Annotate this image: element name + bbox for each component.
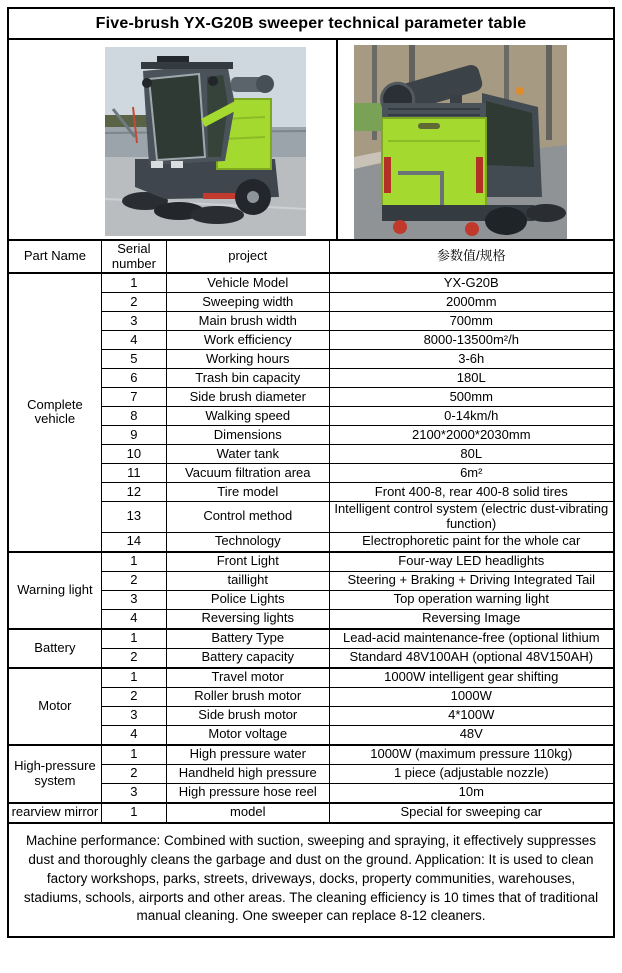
value-cell: Reversing Image bbox=[329, 609, 614, 629]
serial-cell: 12 bbox=[101, 483, 166, 502]
part-name-cell: Motor bbox=[8, 668, 101, 745]
value-cell: 0-14km/h bbox=[329, 407, 614, 426]
windshield bbox=[149, 74, 205, 160]
project-cell: Travel motor bbox=[167, 668, 330, 688]
beacon-light bbox=[516, 87, 524, 95]
serial-cell: 10 bbox=[101, 445, 166, 464]
project-cell: Police Lights bbox=[167, 590, 330, 609]
table-row bbox=[8, 668, 614, 688]
serial-cell: 7 bbox=[101, 388, 166, 407]
project-cell: High pressure water bbox=[167, 745, 330, 765]
project-cell: Sweeping width bbox=[167, 293, 330, 312]
table-row bbox=[8, 803, 614, 823]
value-cell: 6m² bbox=[329, 464, 614, 483]
headlight bbox=[151, 161, 163, 168]
value-cell: 10m bbox=[329, 783, 614, 803]
col-header-parameter-value: 参数值/规格 bbox=[329, 240, 614, 273]
value-cell: 700mm bbox=[329, 312, 614, 331]
project-cell: Technology bbox=[167, 532, 330, 552]
value-cell: 8000-13500m²/h bbox=[329, 331, 614, 350]
serial-cell: 5 bbox=[101, 350, 166, 369]
caster-wheel bbox=[393, 220, 407, 234]
project-cell: Battery Type bbox=[167, 629, 330, 649]
sweeper-rear-photo bbox=[354, 45, 567, 239]
value-cell: 2000mm bbox=[329, 293, 614, 312]
serial-cell: 13 bbox=[101, 502, 166, 533]
tail-light bbox=[384, 157, 391, 193]
value-cell: 500mm bbox=[329, 388, 614, 407]
serial-cell: 4 bbox=[101, 725, 166, 745]
serial-cell: 2 bbox=[101, 648, 166, 668]
project-cell: Work efficiency bbox=[167, 331, 330, 350]
value-cell: 48V bbox=[329, 725, 614, 745]
photos-row bbox=[7, 38, 615, 241]
serial-cell: 9 bbox=[101, 426, 166, 445]
project-cell: Side brush motor bbox=[167, 706, 330, 725]
value-cell: 4*100W bbox=[329, 706, 614, 725]
serial-cell: 3 bbox=[101, 312, 166, 331]
value-cell: Four-way LED headlights bbox=[329, 552, 614, 572]
serial-cell: 1 bbox=[101, 668, 166, 688]
project-cell: model bbox=[167, 803, 330, 823]
value-cell: 1000W (maximum pressure 110kg) bbox=[329, 745, 614, 765]
value-cell: Steering + Braking + Driving Integrated Tail bbox=[329, 571, 614, 590]
serial-cell: 6 bbox=[101, 369, 166, 388]
serial-cell: 4 bbox=[101, 609, 166, 629]
value-cell: Standard 48V100AH (optional 48V150AH) bbox=[329, 648, 614, 668]
project-cell: Motor voltage bbox=[167, 725, 330, 745]
value-cell: 3-6h bbox=[329, 350, 614, 369]
project-cell: Trash bin capacity bbox=[167, 369, 330, 388]
side-brush bbox=[526, 204, 566, 222]
project-cell: Battery capacity bbox=[167, 648, 330, 668]
serial-cell: 8 bbox=[101, 407, 166, 426]
rearview-mirror-icon bbox=[142, 78, 152, 88]
value-cell: 1 piece (adjustable nozzle) bbox=[329, 764, 614, 783]
photo-cell-right bbox=[338, 40, 613, 239]
sweeper-front-side-photo bbox=[105, 47, 306, 236]
part-name-cell: High-pressure system bbox=[8, 745, 101, 803]
value-cell: 180L bbox=[329, 369, 614, 388]
parameter-table bbox=[7, 239, 615, 824]
rear-wheel bbox=[485, 207, 527, 235]
serial-cell: 2 bbox=[101, 687, 166, 706]
serial-cell: 3 bbox=[101, 783, 166, 803]
project-cell: Handheld high pressure bbox=[167, 764, 330, 783]
table-row bbox=[8, 745, 614, 765]
photo-cell-left bbox=[9, 40, 338, 239]
roof bbox=[141, 62, 233, 69]
table-header-row bbox=[8, 240, 614, 273]
machine-performance-note: Machine performance: Combined with suction, sweeping and spraying, it effectively suppresses dust and thoroughly cleans the garbage and dust on the ground. Application: It is used to clean factory workshops, parks, streets, driveways, docks, property communities, warehouses, stadiums, schools, airports and other areas. The cleaning efficiency is 10 times that of traditional manual cleaning. One sweeper can replace 8-12 cleaners. bbox=[7, 822, 615, 938]
col-header-part-name: Part Name bbox=[8, 240, 101, 273]
page-title: Five-brush YX-G20B sweeper technical parameter table bbox=[7, 7, 615, 40]
serial-cell: 4 bbox=[101, 331, 166, 350]
parameter-sheet bbox=[7, 7, 615, 938]
rear-hopper bbox=[382, 118, 486, 210]
serial-cell: 2 bbox=[101, 571, 166, 590]
project-cell: Vehicle Model bbox=[167, 273, 330, 293]
value-cell: 2100*2000*2030mm bbox=[329, 426, 614, 445]
value-cell: Special for sweeping car bbox=[329, 803, 614, 823]
part-name-cell: Battery bbox=[8, 629, 101, 668]
project-cell: Front Light bbox=[167, 552, 330, 572]
serial-cell: 11 bbox=[101, 464, 166, 483]
value-cell: 1000W bbox=[329, 687, 614, 706]
project-cell: taillight bbox=[167, 571, 330, 590]
serial-cell: 1 bbox=[101, 803, 166, 823]
part-name-cell: rearview mirror bbox=[8, 803, 101, 823]
serial-cell: 14 bbox=[101, 532, 166, 552]
serial-cell: 2 bbox=[101, 764, 166, 783]
project-cell: Control method bbox=[167, 502, 330, 533]
value-cell: 1000W intelligent gear shifting bbox=[329, 668, 614, 688]
project-cell: Working hours bbox=[167, 350, 330, 369]
part-name-cell: Complete vehicle bbox=[8, 273, 101, 552]
value-cell: Top operation warning light bbox=[329, 590, 614, 609]
table-row bbox=[8, 552, 614, 572]
headlight bbox=[171, 161, 183, 168]
project-cell: Walking speed bbox=[167, 407, 330, 426]
project-cell: Tire model bbox=[167, 483, 330, 502]
table-row bbox=[8, 629, 614, 649]
serial-cell: 3 bbox=[101, 706, 166, 725]
tail-light bbox=[476, 157, 483, 193]
serial-cell: 3 bbox=[101, 590, 166, 609]
serial-cell: 1 bbox=[101, 745, 166, 765]
value-cell: Lead-acid maintenance-free (optional lithium bbox=[329, 629, 614, 649]
project-cell: Water tank bbox=[167, 445, 330, 464]
project-cell: Reversing lights bbox=[167, 609, 330, 629]
serial-cell: 1 bbox=[101, 629, 166, 649]
value-cell: Intelligent control system (electric dust-vibrating function) bbox=[329, 502, 614, 533]
col-header-project: project bbox=[167, 240, 330, 273]
value-cell: Front 400-8, rear 400-8 solid tires bbox=[329, 483, 614, 502]
col-header-serial-number: Serial number bbox=[101, 240, 166, 273]
value-cell: Electrophoretic paint for the whole car bbox=[329, 532, 614, 552]
value-cell: 80L bbox=[329, 445, 614, 464]
part-name-cell: Warning light bbox=[8, 552, 101, 629]
project-cell: Main brush width bbox=[167, 312, 330, 331]
caster-wheel bbox=[465, 222, 479, 236]
handle bbox=[418, 123, 440, 129]
project-cell: Side brush diameter bbox=[167, 388, 330, 407]
project-cell: Dimensions bbox=[167, 426, 330, 445]
serial-cell: 2 bbox=[101, 293, 166, 312]
project-cell: Roller brush motor bbox=[167, 687, 330, 706]
serial-cell: 1 bbox=[101, 273, 166, 293]
project-cell: Vacuum filtration area bbox=[167, 464, 330, 483]
project-cell: High pressure hose reel bbox=[167, 783, 330, 803]
table-row bbox=[8, 273, 614, 293]
serial-cell: 1 bbox=[101, 552, 166, 572]
roof-rack bbox=[157, 56, 189, 62]
value-cell: YX-G20B bbox=[329, 273, 614, 293]
side-brush bbox=[190, 206, 244, 224]
